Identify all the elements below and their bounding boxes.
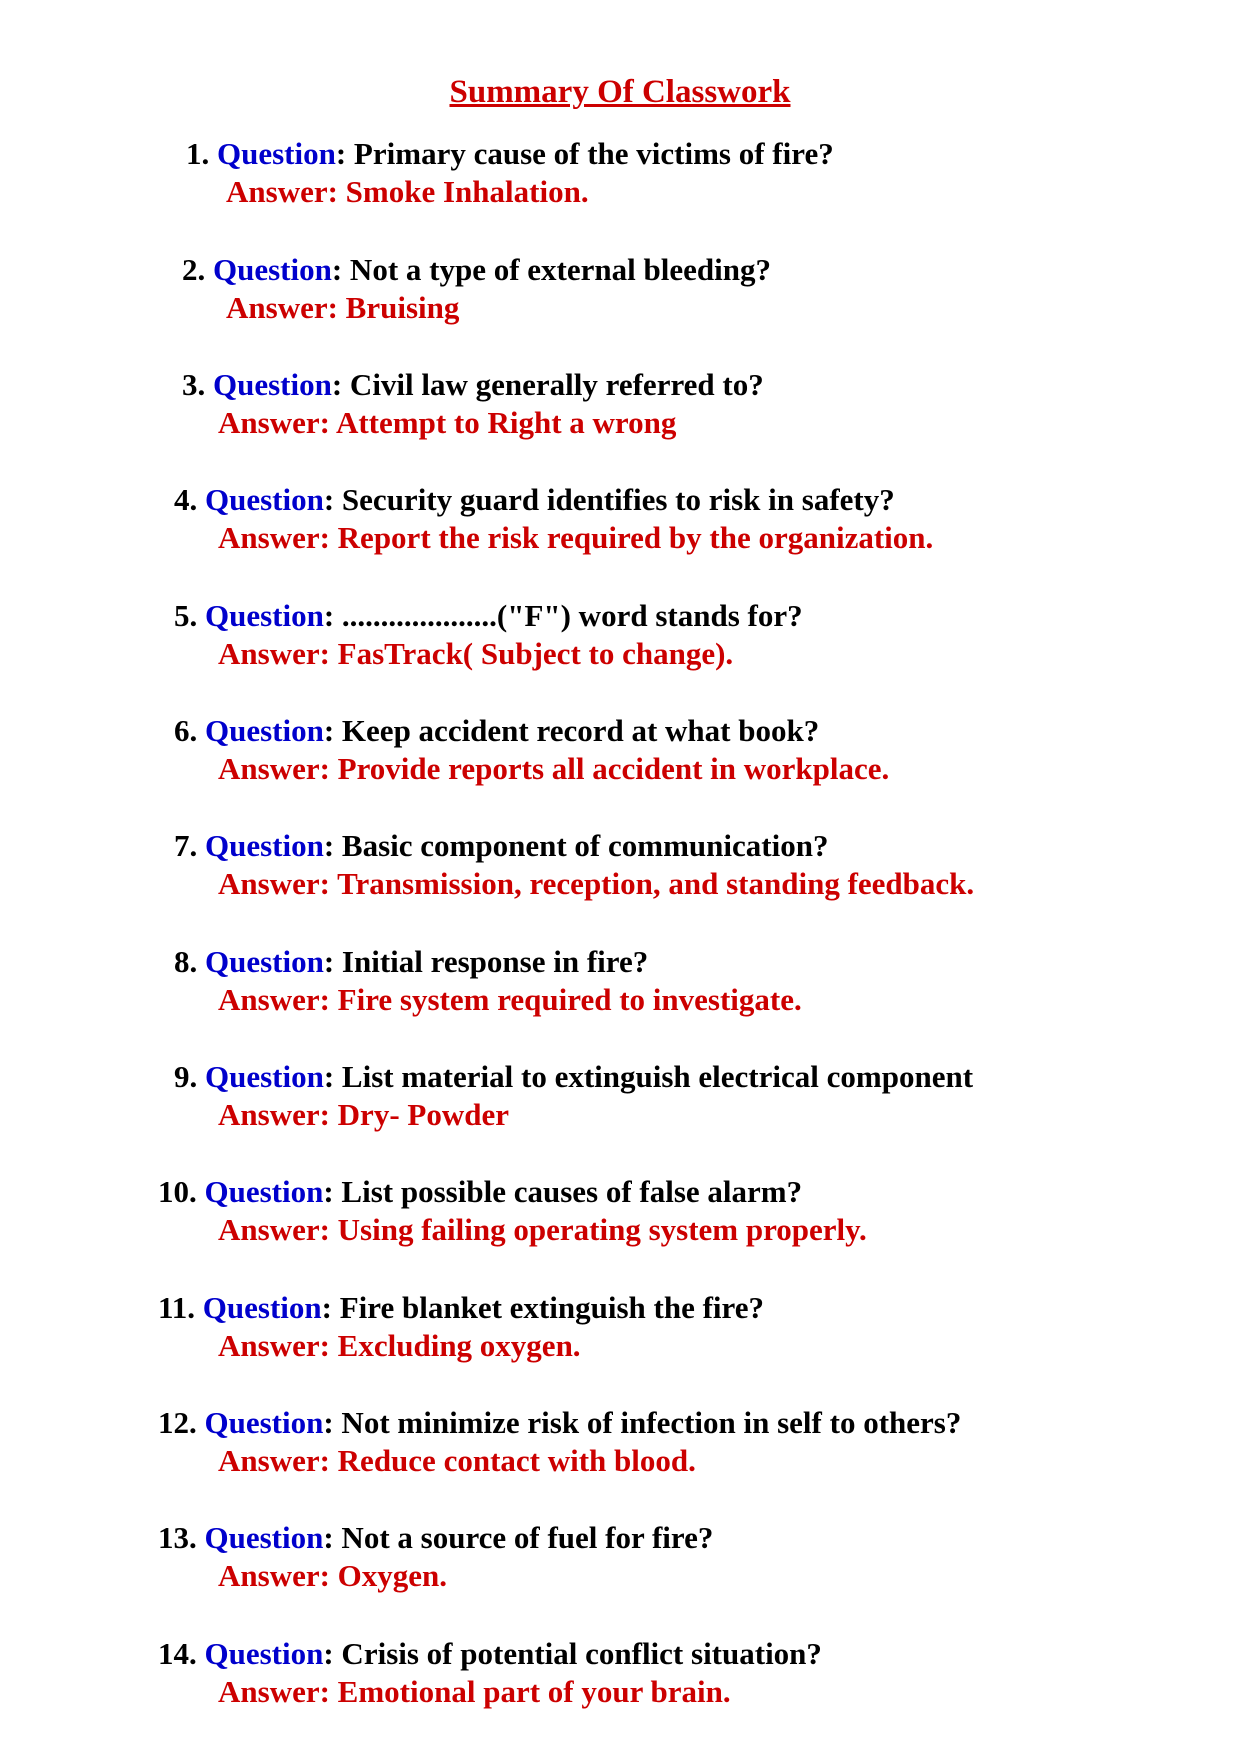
answer-text: Answer: Fire system required to investigate. [218, 982, 802, 1017]
item-number: 9. [174, 1059, 198, 1094]
question-label: Question [204, 1520, 324, 1555]
question-label: Question [205, 482, 324, 517]
answer-text: Answer: Emotional part of your brain. [218, 1674, 731, 1709]
question-label: Question [205, 828, 324, 863]
question-line [182, 366, 764, 404]
question-label: Question [202, 1290, 322, 1325]
question-label: Question [205, 944, 324, 979]
answer-text: Answer: Attempt to Right a wrong [218, 405, 677, 440]
answer-text: Answer: Smoke Inhalation. [226, 174, 589, 209]
question-label: Question [213, 367, 332, 402]
question-line [158, 1289, 764, 1327]
item-number: 3. [182, 367, 206, 402]
question-text: : Basic component of communication? [323, 828, 829, 863]
question-line [158, 1404, 961, 1442]
question-label: Question [205, 713, 324, 748]
question-text: : List possible causes of false alarm? [323, 1174, 803, 1209]
answer-text: Answer: Report the risk required by the organization. [218, 520, 934, 555]
question-line [174, 827, 828, 865]
item-number: 5. [174, 598, 198, 633]
question-line [174, 1058, 973, 1096]
question-line [174, 712, 819, 750]
question-label: Question [205, 598, 324, 633]
question-label: Question [217, 136, 336, 171]
question-line [174, 597, 803, 635]
question-line [158, 1173, 802, 1211]
question-text: : List material to extinguish electrical component [323, 1059, 974, 1094]
item-number: 14. [158, 1636, 197, 1671]
question-text: : Keep accident record at what book? [323, 713, 820, 748]
question-label: Question [204, 1174, 324, 1209]
answer-text: Answer: FasTrack( Subject to change). [218, 636, 734, 671]
answer-text: Answer: Reduce contact with blood. [218, 1443, 696, 1478]
question-line [174, 481, 895, 519]
question-text: : Fire blanket extinguish the fire? [321, 1290, 764, 1325]
item-number: 6. [174, 713, 198, 748]
question-text: : Initial response in fire? [323, 944, 649, 979]
item-number: 13. [158, 1520, 197, 1555]
answer-text: Answer: Bruising [226, 290, 460, 325]
answer-text: Answer: Dry- Powder [218, 1097, 509, 1132]
answer-text: Answer: Oxygen. [218, 1558, 448, 1593]
answer-text: Answer: Excluding oxygen. [218, 1328, 581, 1363]
item-number: 10. [158, 1174, 197, 1209]
question-text: : Primary cause of the victims of fire? [335, 136, 834, 171]
item-number: 2. [182, 252, 206, 287]
question-text: : Not a source of fuel for fire? [323, 1520, 714, 1555]
answer-text: Answer: Provide reports all accident in workplace. [218, 751, 890, 786]
question-text: : Not minimize risk of infection in self to others? [323, 1405, 962, 1440]
item-number: 1. [186, 136, 210, 171]
answer-text: Answer: Using failing operating system properly. [218, 1212, 867, 1247]
answer-text: Answer: Transmission, reception, and standing feedback. [218, 866, 975, 901]
question-line [182, 251, 771, 289]
question-text: : Not a type of external bleeding? [331, 252, 771, 287]
item-number: 11. [158, 1290, 196, 1325]
question-text: : Security guard identifies to risk in safety? [323, 482, 895, 517]
item-number: 7. [174, 828, 198, 863]
question-label: Question [204, 1405, 324, 1440]
question-text: : ....................("F") word stands for? [323, 598, 803, 633]
item-number: 8. [174, 944, 198, 979]
question-label: Question [204, 1636, 324, 1671]
question-text: : Civil law generally referred to? [331, 367, 764, 402]
question-label: Question [213, 252, 332, 287]
item-number: 12. [158, 1405, 197, 1440]
question-line [158, 1519, 713, 1557]
page-title: Summary Of Classwork [449, 74, 791, 110]
item-number: 4. [174, 482, 198, 517]
question-line [158, 1635, 822, 1673]
question-line [186, 135, 834, 173]
question-label: Question [205, 1059, 324, 1094]
question-line [174, 943, 648, 981]
question-text: : Crisis of potential conflict situation? [323, 1636, 822, 1671]
